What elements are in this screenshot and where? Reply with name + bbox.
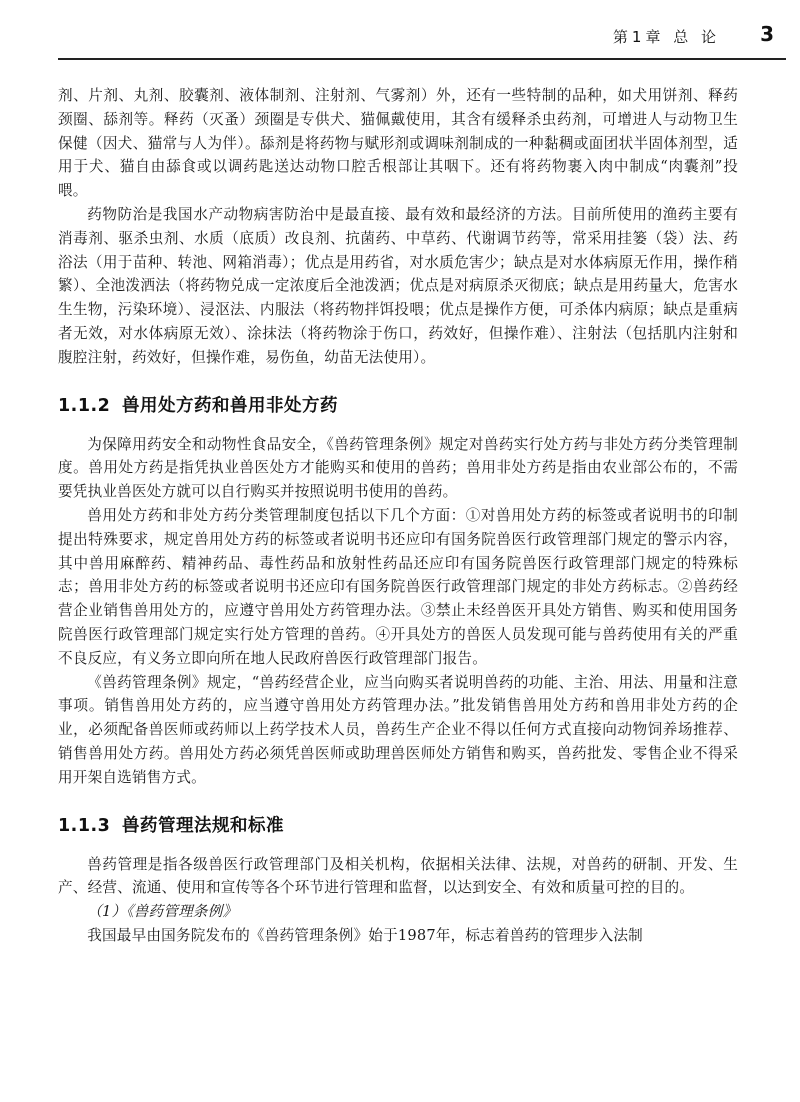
section-number: 1.1.2 (58, 395, 111, 416)
section-heading-1-1-2 (58, 392, 738, 417)
header-rule (58, 58, 786, 60)
paragraph: 为保障用药安全和动物性食品安全，《兽药管理条例》规定对兽药实行处方药与非处方药分类管理制度。兽用处方药是指凭执业兽医处方才能购买和使用的兽药；兽用非处方药是指由农业部公布的，不需要凭执业兽医处方就可以自行购买并按照说明书使用的兽药。 (58, 435, 738, 501)
paragraph: 《兽药管理条例》规定，“兽药经营企业，应当向购买者说明兽药的功能、主治、用法、用量和注意事项。销售兽用处方药的，应当遵守兽用处方药管理办法。”批发销售兽用处方药和兽用非处方药的企业，必须配备兽医师或药师以上药学技术人员，兽药生产企业不得以任何方式直接向动物饲养场推荐、销售兽用处方药。兽用处方药必须凭兽医师或助理兽医师处方销售和购买，兽药批发、零售企业不得采用开架自选销售方式。 (58, 673, 738, 786)
running-header (0, 0, 800, 64)
paragraph: 剂、片剂、丸剂、胶囊剂、液体制剂、注射剂、气雾剂）外，还有一些特制的品种，如犬用饼剂、释药颈圈、舔剂等。释药（灭蚤）颈圈是专供犬、猫佩戴使用，其含有缓释杀虫药剂，可增进人与动物卫生保健（因犬、猫常与人为伴）。舔剂是将药物与赋形剂或调味剂制成的一种黏稠或面团状半固体剂型，适用于犬、猫自由舔食或以调药匙送达动物口腔舌根部让其咽下。还有将药物裹入肉中制成“肉囊剂”投喂。 (58, 87, 738, 200)
paragraph: 药物防治是我国水产动物病害防治中是最直接、最有效和最经济的方法。目前所使用的渔药主要有消毒剂、驱杀虫剂、水质（底质）改良剂、抗菌药、中草药、代谢调节药等，常采用挂篓（袋）法、药浴法（用于苗种、转池、网箱消毒）；优点是用药省，对水质危害少；缺点是对水体病原无作用，操作稍繁）、全池泼洒法（将药物兑成一定浓度后全池泼洒；优点是对病原杀灭彻底；缺点是用药量大，危害水生生物，污染环境）、浸沤法、内服法（将药物拌饵投喂；优点是操作方便，可杀体内病原；缺点是重病者无效，对水体病原无效）、涂抹法（将药物涂于伤口，药效好，但操作难）、注射法（包括肌内注射和腹腔注射，药效好，但操作难，易伤鱼，幼苗无法使用）。 (58, 205, 738, 366)
paragraph: 我国最早由国务院发布的《兽药管理条例》始于1987年，标志着兽药的管理步入法制 (87, 926, 643, 944)
page-number: 3 (760, 22, 774, 46)
subheading: （1）《兽药管理条例》 (87, 903, 238, 921)
section-title: 兽药管理法规和标准 (122, 815, 284, 836)
chapter-title: 第1章 总 论 (612, 28, 720, 46)
section-title: 兽用处方药和兽用非处方药 (122, 395, 338, 416)
section-heading-1-1-3 (58, 812, 738, 837)
section-number: 1.1.3 (58, 815, 111, 836)
paragraph: 兽用处方药和非处方药分类管理制度包括以下几个方面：①对兽用处方药的标签或者说明书的印制提出特殊要求，规定兽用处方药的标签或者说明书还应印有国务院兽医行政管理部门规定的警示内容，其中兽用麻醉药、精神药品、毒性药品和放射性药品还应印有国务院兽医行政管理部门规定的特殊标志；兽用非处方药的标签或者说明书还应印有国务院兽医行政管理部门规定的非处方药标志。②兽药经营企业销售兽用处方的，应遵守兽用处方药管理办法。③禁止未经兽医开具处方销售、购买和使用国务院兽医行政管理部门规定实行处方管理的兽药。④开具处方的兽医人员发现可能与兽药使用有关的严重不良反应，有义务立即向所在地人民政府兽医行政管理部门报告。 (58, 506, 738, 667)
paragraph: 兽药管理是指各级兽医行政管理部门及相关机构，依据相关法律、法规，对兽药的研制、开发、生产、经营、流通、使用和宣传等各个环节进行管理和监督，以达到安全、有效和质量可控的目的。 (58, 855, 738, 897)
page-body (58, 84, 738, 948)
